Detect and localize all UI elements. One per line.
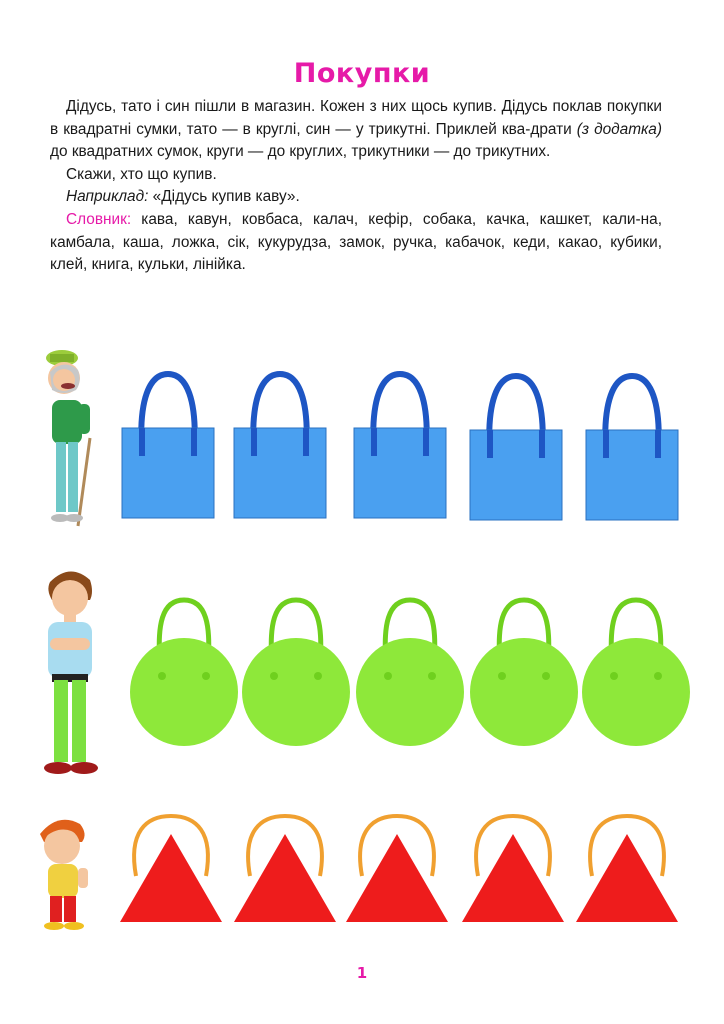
round-bag	[580, 596, 692, 746]
grandfather-illustration	[38, 348, 110, 532]
round-bag	[468, 596, 580, 746]
triangle-bag	[460, 812, 566, 924]
page-title: Покупки	[293, 58, 431, 89]
example-paragraph: Наприклад: «Дідусь купив каву».	[66, 188, 300, 206]
round-bag	[354, 596, 466, 746]
son-illustration	[34, 812, 100, 934]
task-paragraph: Дідусь, тато і син пішли в магазин. Кожен з них щось купив. Дідусь поклав покупки в квадратні сумки, тато — в круглі, син — у трикутні. Приклей ква-драти (з додатка) до квадратних сумок, круги — до круглих, трикутники — до трикутних.	[50, 98, 662, 161]
triangle-bag	[232, 812, 338, 924]
round-bag	[128, 596, 240, 746]
square-bag	[232, 368, 328, 524]
triangle-bag	[574, 812, 680, 924]
square-bag	[584, 370, 680, 526]
triangle-bag	[118, 812, 224, 924]
square-bag	[120, 368, 216, 524]
say-paragraph: Скажи, хто що купив.	[66, 165, 217, 183]
father-illustration	[36, 562, 112, 780]
square-bag	[352, 368, 448, 524]
page-number: 1	[356, 964, 368, 982]
triangle-bag	[344, 812, 450, 924]
vocabulary-paragraph: Словник: кава, кавун, ковбаса, калач, кефір, собака, качка, кашкет, кали-на, камбала, каша, ложка, сік, кукурудза, замок, ручка, кабачок, кеди, какао, кубики, клей, книга, кульки, лінійка.	[50, 210, 662, 274]
square-bag	[468, 370, 564, 526]
round-bag	[240, 596, 352, 746]
instructions-text	[50, 96, 662, 277]
